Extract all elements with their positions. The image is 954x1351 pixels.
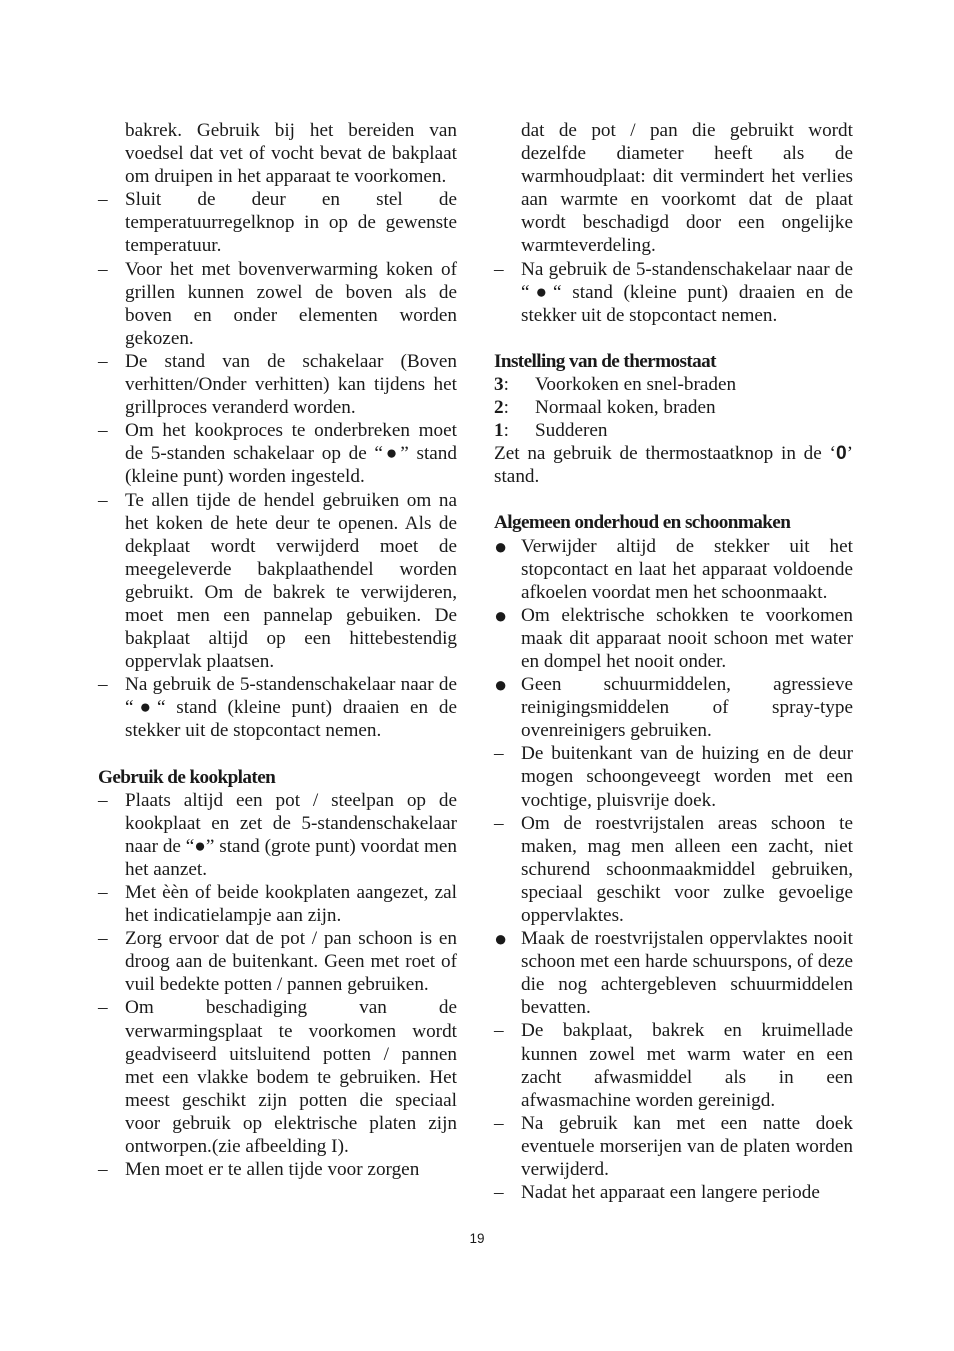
page-number: 19: [469, 1231, 485, 1246]
dash-marker: –: [98, 189, 108, 211]
list-item: [494, 673, 853, 742]
bullet-marker: ●: [494, 602, 508, 628]
list-item: [98, 188, 457, 257]
list-item-text: De stand van de schakelaar (Boven verhitten/Onder verhitten) kan tijdens het grillproces veranderd worden.: [125, 350, 457, 419]
list-item-text: Nadat het apparaat een langere periode: [521, 1182, 820, 1204]
paragraph: bakrek. Gebruik bij het bereiden van voedsel dat vet of vocht bevat de bakplaat om druipen in het apparaat te voorkomen.: [125, 120, 457, 188]
dash-marker: –: [98, 789, 108, 811]
list-item: [98, 996, 457, 1158]
list-item: [98, 927, 457, 996]
section-heading: Gebruik de kookplaten: [98, 766, 276, 788]
dash-marker: –: [98, 997, 108, 1019]
list-item: [98, 350, 457, 419]
list-item-text: Om elektrische schokken te voorkomen maak dit apparaat nooit schoon met water en dompel het nooit onder.: [521, 604, 853, 672]
list-item-text: Plaats altijd een pot / steelpan op de kookplaat en zet de 5-standenschakelaar naar de “●” stand (grote punt) voordat men het aanzet.: [125, 789, 457, 880]
list-item-text: Na gebruik de 5-standenschakelaar naar de “●“ stand (kleine punt) draaien en de stekker uit de stopcontact nemen.: [521, 258, 853, 326]
list-item: [494, 535, 853, 604]
setting-label: Voorkoken en snel-braden: [535, 373, 737, 395]
dash-marker: –: [98, 928, 108, 950]
dash-marker: –: [494, 258, 504, 280]
dash-marker: –: [98, 420, 108, 442]
bullet-marker: ●: [494, 533, 508, 559]
list-item: [98, 881, 457, 927]
paragraph: dat de pot / pan die gebruikt wordt dezelfde diameter heeft als de warmhoudplaat: dit vermindert het verlies aan warmte en voorkomt dat de plaat wordt beschadigd door een ongelijke warmteverdeling.: [521, 120, 853, 257]
list-item-text: Te allen tijde de hendel gebruiken om na het koken de hete deur te openen. Als de dekplaat wordt verwijderd moet de meegeleverde bakplaathendel worden gebruikt. Om de bakrek te verwijderen, moet men een pannelap gebuiken. De bakplaat altijd op een hittebestendig oppervlak plaatsen.: [125, 489, 457, 673]
bullet-marker: ●: [494, 672, 508, 698]
dash-marker: –: [494, 812, 504, 834]
list-item-text: Zorg ervoor dat de pot / pan schoon is en droog aan de buitenkant. Geen met roet of vuil bedekte potten / pannen gebruiken.: [125, 928, 457, 996]
list-item-text: Om de roestvrijstalen areas schoon te maken, mag men alleen een zacht, niet schurend schoonmaakmiddel gebruiken, speciaal geschikt voor zulke gevoelige oppervlaktes.: [521, 812, 853, 926]
list-item: [494, 604, 853, 673]
dash-marker: –: [98, 350, 108, 372]
setting-label: Sudderen: [535, 420, 608, 442]
spacer: [494, 327, 853, 350]
list-item-text: Verwijder altijd de stekker uit het stopcontact en laat het apparaat voldoende afkoelen voordat men het schoonmaakt.: [521, 535, 853, 603]
list-item: [98, 419, 457, 488]
setting-label: Normaal koken, braden: [535, 397, 716, 419]
thermostat-setting: [494, 373, 853, 396]
list-item-text: Voor het met bovenverwarming koken of grillen kunnen zowel de boven als de boven en onder elementen worden gekozen.: [125, 258, 457, 349]
list-item-text: Na gebruik de 5-standenschakelaar naar de “●“ stand (kleine punt) draaien en de stekker uit de stopcontact nemen.: [125, 674, 457, 742]
list-item: [494, 1019, 853, 1111]
list-item-text: Men moet er te allen tijde voor zorgen: [125, 1159, 420, 1181]
list-item: [98, 1158, 457, 1181]
list-item: [494, 1181, 853, 1204]
spacer: [98, 743, 457, 766]
spacer: [494, 488, 853, 511]
dash-marker: –: [494, 743, 504, 765]
dash-marker: –: [98, 489, 108, 511]
list-item: [494, 812, 853, 927]
thermostat-setting: [494, 396, 853, 419]
list-item: [98, 789, 457, 881]
list-item: [98, 489, 457, 674]
dash-marker: –: [98, 258, 108, 280]
thermostat-setting: [494, 419, 853, 442]
list-item: [494, 1112, 853, 1181]
section-heading: Algemeen onderhoud en schoonmaken: [494, 512, 791, 534]
list-item-text: Om beschadiging van de verwarmingsplaat te voorkomen wordt geadviseerd uitsluitend potten / pannen met een vlakke bodem te gebruiken. Het meest geschikt zijn potten die speciaal voor gebruik op elektrische platen zijn ontworpen.(zie afbeelding I).: [125, 997, 457, 1158]
list-item: [494, 742, 853, 811]
dash-marker: –: [98, 674, 108, 696]
section-heading: Instelling van de thermostaat: [494, 350, 716, 372]
setting-key: 3:: [494, 373, 509, 395]
left-column: [98, 119, 457, 1181]
dash-marker: –: [98, 882, 108, 903]
right-column: [494, 119, 853, 1204]
list-item: [98, 258, 457, 350]
dash-marker: –: [494, 1112, 504, 1134]
list-item-text: Met èèn of beide kookplaten aangezet, zal het indicatielampje aan zijn.: [125, 882, 457, 927]
list-item-text: Na gebruik kan met een natte doek eventuele morserijen van de platen worden verwijderd.: [521, 1112, 853, 1181]
dash-marker: –: [494, 1020, 504, 1042]
list-item-text: Sluit de deur en stel de temperatuurregelknop in op de gewenste temperatuur.: [125, 189, 457, 257]
list-item-text: Geen schuurmiddelen, agressieve reinigingsmiddelen of spray-type ovenreinigers gebruiken.: [521, 674, 853, 742]
setting-key: 2:: [494, 397, 509, 419]
list-item-text: De buitenkant van de huizing en de deur mogen schoongeveegt worden met een vochtige, pluisvrije doek.: [521, 743, 853, 811]
list-item-text: Om het kookproces te onderbreken moet de 5-standen schakelaar op de “●” stand (kleine punt) worden ingesteld.: [125, 420, 457, 488]
list-item: [494, 927, 853, 1019]
list-item-text: De bakplaat, bakrek en kruimellade kunnen zowel met warm water en een zacht afwasmiddel als in een afwasmachine worden gereinigd.: [521, 1020, 853, 1111]
list-item-text: Maak de roestvrijstalen oppervlaktes nooit schoon met een harde schuurspons, of deze die nog achtergebleven schuurmiddelen bevatten.: [521, 928, 853, 1019]
setting-key: 1:: [494, 420, 509, 442]
dash-marker: –: [494, 1182, 504, 1204]
thermostat-note: Zet na gebruik de thermostaatknop in de ‘0’ stand.: [494, 443, 853, 488]
list-item: [494, 258, 853, 327]
dash-marker: –: [98, 1159, 108, 1181]
bullet-marker: ●: [494, 926, 508, 952]
list-item: [98, 673, 457, 742]
